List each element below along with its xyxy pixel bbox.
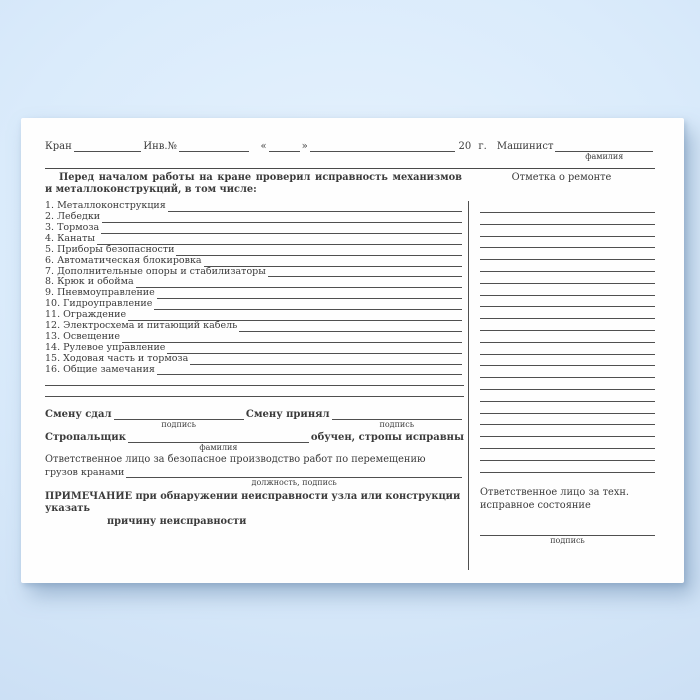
checklist-item-blank-field	[190, 356, 462, 365]
operator-name-blank-field	[555, 142, 653, 161]
tech-responsible-signature-row	[480, 526, 655, 545]
checklist-item-label: 16. Общие замечания	[45, 363, 155, 375]
checklist-item-blank-field	[136, 279, 462, 288]
blank-line	[45, 375, 464, 386]
note-line1	[45, 491, 464, 516]
checklist-item-label: 8. Крюк и обойма	[45, 276, 134, 288]
repair-blank-line	[480, 248, 655, 260]
checklist-item-blank-field	[122, 334, 462, 343]
checklist-item	[45, 256, 464, 267]
slinger-label: Стропальщик	[45, 432, 126, 444]
date-quote-open: «	[260, 141, 267, 152]
checklist-item	[45, 201, 464, 212]
slinger-trained-label: обучен, стропы исправны	[310, 432, 464, 444]
repair-blank-line	[480, 272, 655, 284]
checklist-item	[45, 223, 464, 234]
form-header-row	[45, 139, 655, 161]
checklist-item-blank-field	[167, 345, 462, 354]
inventory-number-label: Инв.№	[143, 141, 178, 152]
shift-handed-signature-field	[114, 410, 244, 430]
checklist-item	[45, 245, 464, 256]
repair-blank-line	[480, 402, 655, 414]
repair-blank-line	[480, 237, 655, 249]
responsible-person-text: Ответственное лицо за безопасное производство работ по перемещению	[45, 454, 426, 466]
repair-column	[468, 201, 655, 569]
repair-blank-line	[480, 437, 655, 449]
checklist-item-label: 3. Тормоза	[45, 221, 100, 233]
tech-responsible-text: Ответственное лицо за техн. исправное состояние	[480, 486, 630, 511]
checklist-item-label: 5. Приборы безопасности	[45, 243, 175, 255]
shift-handed-sublabel: подпись	[161, 420, 196, 430]
checklist-item-blank-field	[128, 312, 462, 321]
responsible-person-prefix: грузов кранами	[45, 466, 125, 478]
shift-accepted-signature-field	[332, 410, 462, 430]
tech-signature-sublabel: подпись	[550, 535, 585, 545]
repair-note-lines	[480, 201, 655, 472]
repair-blank-line	[480, 425, 655, 437]
year-label: 20 г.	[458, 141, 487, 152]
checklist-item-blank-field	[157, 366, 462, 375]
checklist-item-blank-field	[102, 214, 462, 223]
checklist-item-label: 14. Рулевое управление	[45, 341, 166, 353]
tech-responsible-signature-field	[480, 526, 655, 545]
note-line2: причину неисправности	[107, 515, 247, 527]
crane-shift-log-form	[21, 118, 684, 583]
checklist-item	[45, 354, 464, 365]
checklist-item-blank-field	[157, 290, 462, 299]
repair-blank-line	[480, 213, 655, 225]
slinger-name-field	[128, 433, 309, 453]
checklist-item-label: 9. Пневмоуправление	[45, 287, 155, 299]
checklist-item-blank-field	[168, 203, 462, 212]
checklist-title: Перед началом работы на кране проверил исправность механизмов и металлоконструкций, в том числе:	[45, 172, 462, 195]
section-titles-row	[45, 172, 655, 195]
crane-blank-field	[74, 142, 142, 152]
note-block	[45, 491, 464, 529]
repair-blank-line	[480, 449, 655, 461]
date-day-blank-field	[269, 142, 300, 152]
checklist-item-blank-field	[239, 323, 462, 332]
checklist-item-blank-field	[204, 258, 462, 267]
inventory-number-blank-field	[179, 142, 249, 152]
checklist-item-label: 13. Освещение	[45, 330, 120, 342]
checklist-item-blank-field	[101, 225, 462, 234]
checklist-item-blank-field	[268, 268, 462, 277]
checklist-item	[45, 234, 464, 245]
repair-blank-line	[480, 296, 655, 308]
checklist-item-label: 11. Ограждение	[45, 309, 127, 321]
checklist-item	[45, 365, 464, 376]
form-body	[45, 201, 655, 569]
checklist-item-blank-field	[97, 236, 462, 245]
checklist-item-blank-field	[176, 247, 462, 256]
repair-blank-line	[480, 355, 655, 367]
shift-signature-block	[45, 408, 464, 487]
repair-blank-line	[480, 343, 655, 355]
repair-blank-line	[480, 201, 655, 213]
operator-sublabel: фамилия	[585, 152, 624, 161]
repair-blank-line	[480, 225, 655, 237]
checklist-item-label: 4. Канаты	[45, 232, 95, 244]
repair-blank-line	[480, 378, 655, 390]
checklist-item-label: 10. Гидроуправление	[45, 298, 153, 310]
checklist-item-label: 1. Металлоконструкция	[45, 200, 166, 212]
shift-accepted-label: Смену принял	[245, 409, 330, 421]
checklist-item-blank-field	[154, 301, 462, 310]
repair-blank-line	[480, 366, 655, 378]
checklist-item-label: 12. Электросхема и питающий кабель	[45, 319, 238, 331]
slinger-row	[45, 431, 464, 453]
blank-line-field	[45, 388, 464, 397]
operator-label: Машинист	[496, 141, 554, 152]
note-title: ПРИМЕЧАНИЕ	[45, 490, 133, 502]
repair-blank-line	[480, 319, 655, 331]
repair-blank-line	[480, 390, 655, 402]
responsible-person-sublabel: должность, подпись	[251, 477, 337, 487]
blank-line	[45, 386, 464, 397]
responsible-person-row	[45, 466, 464, 487]
slinger-sublabel: фамилия	[199, 443, 238, 453]
repair-blank-line	[480, 331, 655, 343]
checklist-column	[45, 201, 468, 569]
checklist-item	[45, 212, 464, 223]
date-month-blank-field	[310, 142, 455, 152]
checklist-item-label: 7. Дополнительные опоры и стабилизаторы	[45, 265, 266, 277]
checklist-item-label: 15. Ходовая часть и тормоза	[45, 352, 189, 364]
repair-blank-line	[480, 284, 655, 296]
repair-blank-line	[480, 414, 655, 426]
extra-blank-lines	[45, 375, 464, 397]
checklist-item-label: 2. Лебедки	[45, 211, 101, 223]
repair-column-title: Отметка о ремонте	[511, 172, 612, 183]
header-separator-line	[45, 168, 655, 169]
repair-blank-line	[480, 260, 655, 272]
repair-blank-line	[480, 461, 655, 473]
blank-line-field	[45, 377, 464, 386]
checklist-item-label: 6. Автоматическая блокировка	[45, 254, 202, 266]
shift-accepted-sublabel: подпись	[379, 420, 415, 430]
shift-handed-label: Смену сдал	[45, 409, 112, 421]
shift-handover-row	[45, 408, 464, 430]
date-quote-close: »	[301, 141, 308, 152]
checklist	[45, 201, 464, 375]
repair-blank-line	[480, 307, 655, 319]
crane-label: Кран	[45, 141, 72, 152]
note-text: при обнаружении неисправности узла или конструкции указать	[45, 490, 461, 515]
responsible-person-signature-field	[126, 468, 462, 487]
